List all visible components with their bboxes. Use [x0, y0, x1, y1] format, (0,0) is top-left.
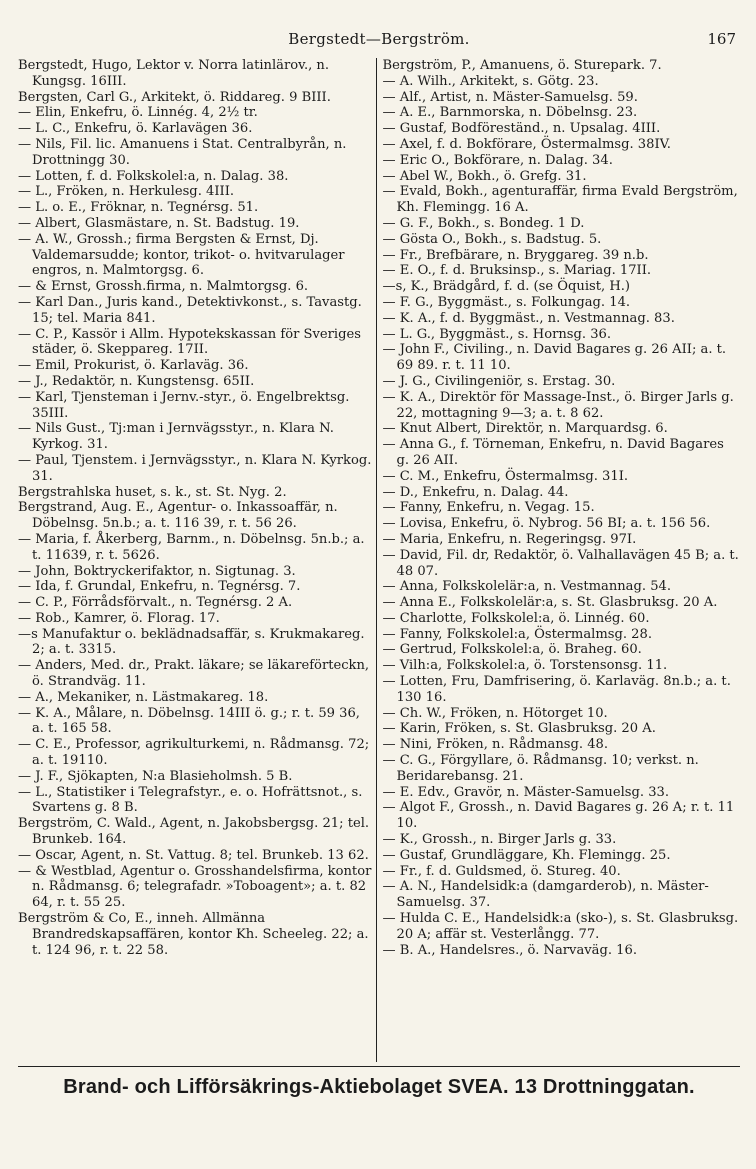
directory-entry: — Lotten, Fru, Damfrisering, ö. Karlaväg. 8n.b.; a. t. 130 16. [382, 674, 731, 705]
directory-entry: — L., Fröken, n. Herkulesg. 4III. [18, 184, 235, 200]
directory-entry: — Karin, Fröken, s. St. Glasbruksg. 20 A. [382, 721, 656, 737]
directory-entry: — A., Mekaniker, n. Lästmakareg. 18. [18, 689, 269, 705]
directory-entry: — F. G., Byggmäst., s. Folkungag. 14. [382, 294, 631, 310]
right-column [377, 58, 741, 1062]
directory-entry: — Ida, f. Grundal, Enkefru, n. Tegnérsg. 7. [18, 579, 301, 595]
directory-entry: — Lotten, f. d. Folkskolel:a, n. Dalag. 38. [18, 168, 289, 184]
directory-entry: — A. E., Barnmorska, n. Döbelnsg. 23. [382, 105, 638, 121]
directory-entry: Bergstedt, Hugo, Lektor v. Norra latinlärov., n. Kungsg. 16III. [18, 58, 330, 89]
directory-entry: — L. C., Enkefru, ö. Karlavägen 36. [18, 121, 253, 137]
directory-entry: — D., Enkefru, n. Dalag. 44. [382, 484, 569, 500]
directory-entry: — Nils Gust., Tj:man i Jernvägsstyr., n. Klara N. Kyrkog. 31. [18, 421, 334, 453]
directory-entry: — K., Grossh., n. Birger Jarls g. 33. [382, 832, 617, 848]
directory-entry: — John F., Civiling., n. David Bagares g. 26 AII; a. t. 69 89. r. t. 11 10. [382, 342, 727, 374]
directory-entry: — Anders, Med. dr., Prakt. läkare; se läkareförteckn, ö. Strandväg. 11. [18, 658, 370, 690]
directory-entry: — Rob., Kamrer, ö. Florag. 17. [18, 610, 220, 626]
directory-entry: — L. o. E., Fröknar, n. Tegnérsg. 51. [18, 200, 259, 216]
directory-entry: — Anna, Folkskolelär:a, n. Vestmannag. 54. [382, 579, 672, 595]
directory-entry: — Gertrud, Folkskolel:a, ö. Braheg. 60. [382, 642, 642, 658]
directory-entry: — B. A., Handelsres., ö. Narvaväg. 16. [382, 942, 637, 958]
directory-entry: — & Ernst, Grossh.firma, n. Malmtorgsg. 6. [18, 279, 309, 295]
directory-entry: — C. E., Professor, agrikulturkemi, n. Rådmansg. 72; a. t. 19110. [18, 737, 370, 769]
directory-entry: — J. G., Civilingeniör, s. Erstag. 30. [382, 373, 616, 389]
directory-entry: —s Manufaktur o. beklädnadsaffär, s. Krukmakareg. 2; a. t. 3315. [18, 626, 365, 658]
directory-entry: — Charlotte, Folkskolel:a, ö. Linnég. 60. [382, 610, 650, 626]
directory-entry: — Gustaf, Grundläggare, Kh. Flemingg. 25. [382, 847, 671, 863]
directory-entry: — Oscar, Agent, n. St. Vattug. 8; tel. Brunkeb. 13 62. [18, 847, 369, 863]
directory-entry: — J., Redaktör, n. Kungstensg. 65II. [18, 373, 255, 389]
directory-entry: — K. A., Direktör för Massage-Inst., ö. Birger Jarls g. 22, mottagning 9—3; a. t. 8 62. [382, 389, 734, 421]
directory-entry: — Maria, f. Åkerberg, Barnm., n. Döbelnsg. 5n.b.; a. t. 11639, r. t. 5626. [18, 531, 365, 563]
directory-entry: Bergstrahlska huset, s. k., st. St. Nyg. 2. [18, 484, 287, 500]
directory-entry: — Fanny, Enkefru, n. Vegag. 15. [382, 500, 595, 516]
directory-entry: — Nils, Fil. lic. Amanuens i Stat. Centralbyrån, n. Drottningg 30. [18, 136, 347, 168]
directory-entry: — David, Fil. dr, Redaktör, ö. Valhallavägen 45 B; a. t. 48 07. [382, 547, 739, 579]
directory-entry: — Fr., f. d. Guldsmed, ö. Stureg. 40. [382, 863, 621, 879]
directory-entry: — L., Statistiker i Telegrafstyr., e. o. Hofrättsnot., s. Svartens g. 8 B. [18, 784, 363, 816]
directory-entry: — Vilh:a, Folkskolel:a, ö. Torstensonsg. 11. [382, 658, 668, 674]
directory-entry: — Elin, Enkefru, ö. Linnég. 4, 2½ tr. [18, 105, 258, 121]
directory-entry: — C. G., Förgyllare, ö. Rådmansg. 10; verkst. n. Beridarebansg. 21. [382, 753, 699, 784]
directory-entry: — E. Edv., Gravör, n. Mäster-Samuelsg. 33. [382, 784, 670, 800]
directory-entry: — C. M., Enkefru, Östermalmsg. 31I. [382, 468, 629, 484]
directory-entry: Bergström, C. Wald., Agent, n. Jakobsbergsg. 21; tel. Brunkeb. 164. [18, 816, 370, 848]
page-title: Bergstedt—Bergström. [288, 30, 470, 48]
directory-entry: — Alf., Artist, n. Mäster-Samuelsg. 59. [382, 89, 638, 105]
directory-entry: — Abel W., Bokh., ö. Grefg. 31. [382, 168, 587, 184]
directory-entry: — K. A., Målare, n. Döbelnsg. 14III ö. g.; r. t. 59 36, a. t. 165 58. [18, 705, 360, 737]
directory-entry: — Fr., Brefbärare, n. Bryggareg. 39 n.b. [382, 247, 649, 263]
directory-entry: — Gösta O., Bokh., s. Badstug. 5. [382, 231, 602, 247]
directory-entry: — Eric O., Bokförare, n. Dalag. 34. [382, 152, 613, 168]
directory-entry: — John, Boktryckerifaktor, n. Sigtunag. 3. [18, 563, 296, 579]
directory-entry: — Lovisa, Enkefru, ö. Nybrog. 56 BI; a. t. 156 56. [382, 516, 711, 532]
directory-entry: —s, K., Brädgård, f. d. (se Öquist, H.) [382, 279, 631, 295]
directory-entry: — Anna E., Folkskolelär:a, s. St. Glasbruksg. 20 A. [382, 595, 718, 611]
directory-entry: — Axel, f. d. Bokförare, Östermalmsg. 38IV. [382, 136, 671, 152]
directory-entry: Bergsten, Carl G., Arkitekt, ö. Riddareg. 9 BIII. [18, 89, 331, 105]
page-header [18, 30, 740, 54]
directory-entry: — A. Wilh., Arkitekt, s. Götg. 23. [382, 73, 599, 89]
directory-entry: — Evald, Bokh., agenturaffär, firma Evald Bergström, Kh. Flemingg. 16 A. [382, 184, 738, 216]
directory-entry: — C. P., Förrådsförvalt., n. Tegnérsg. 2 A. [18, 595, 293, 611]
directory-entry: — Ch. W., Fröken, n. Hötorget 10. [382, 705, 608, 721]
directory-entry: Bergstrand, Aug. E., Agentur- o. Inkassoaffär, n. Döbelnsg. 5n.b.; a. t. 116 39, r. t. 56 26. [18, 500, 338, 532]
directory-entry: — Paul, Tjenstem. i Jernvägsstyr., n. Klara N. Kyrkog. 31. [18, 452, 372, 484]
directory-entry: — Knut Albert, Direktör, n. Marquardsg. 6. [382, 421, 668, 437]
directory-entry: — C. P., Kassör i Allm. Hypotekskassan för Sveriges städer, ö. Skeppareg. 17II. [18, 326, 361, 358]
directory-entry: — Emil, Prokurist, ö. Karlaväg. 36. [18, 358, 249, 374]
left-column [18, 58, 376, 1062]
page-number: 167 [707, 30, 736, 48]
directory-entry: — Gustaf, Bodföreständ., n. Upsalag. 4III. [382, 121, 661, 137]
directory-entry: — Nini, Fröken, n. Rådmansg. 48. [382, 737, 609, 753]
directory-entry: — Albert, Glasmästare, n. St. Badstug. 19. [18, 215, 300, 231]
directory-entry: — K. A., f. d. Byggmäst., n. Vestmannag. 83. [382, 310, 675, 326]
directory-entry: — & Westblad, Agentur o. Grosshandelsfirma, kontor n. Rådmansg. 6; telegrafadr. »Toboagent»; a. t. 82 64, r. t. 55 25. [18, 863, 372, 911]
directory-entry: — J. F., Sjökapten, N:a Blasieholmsh. 5 B. [18, 768, 293, 784]
directory-entry: — Hulda C. E., Handelsidk:a (sko-), s. St. Glasbruksg. 20 A; affär st. Vesterlångg. 77. [382, 911, 739, 942]
directory-entry: — Karl, Tjensteman i Jernv.-styr., ö. Engelbrektsg. 35III. [18, 389, 350, 421]
directory-entry: — L. G., Byggmäst., s. Hornsg. 36. [382, 326, 612, 342]
directory-entry: Bergström, P., Amanuens, ö. Sturepark. 7. [382, 58, 662, 73]
directory-columns [18, 58, 740, 1062]
directory-entry: — A. N., Handelsidk:a (damgarderob), n. Mäster-Samuelsg. 37. [382, 879, 709, 911]
directory-entry: — G. F., Bokh., s. Bondeg. 1 D. [382, 215, 585, 231]
directory-entry: — Anna G., f. Törneman, Enkefru, n. David Bagares g. 26 AII. [382, 437, 724, 468]
directory-entry: — Algot F., Grossh., n. David Bagares g. 26 A; r. t. 11 10. [382, 800, 735, 832]
directory-entry: — Maria, Enkefru, n. Regeringsg. 97I. [382, 531, 637, 547]
directory-entry: — Fanny, Folkskolel:a, Östermalmsg. 28. [382, 626, 652, 642]
directory-entry: — E. O., f. d. Bruksinsp., s. Mariag. 17II. [382, 263, 652, 279]
directory-entry: — A. W., Grossh.; firma Bergsten & Ernst, Dj. Valdemarsudde; kontor, trikot- o. hvitvarulager engros, n. Malmtorgsg. 6. [18, 231, 345, 279]
footer-advertisement: Brand- och Lifförsäkrings-Aktiebolaget SVEA. 13 Drottninggatan. [18, 1066, 740, 1107]
directory-entry: Bergström & Co, E., inneh. Allmänna Brandredskapsaffären, kontor Kh. Scheeleg. 22; a. t. 124 96, r. t. 22 58. [18, 911, 369, 958]
directory-entry: — Karl Dan., Juris kand., Detektivkonst., s. Tavastg. 15; tel. Maria 841. [18, 294, 362, 326]
